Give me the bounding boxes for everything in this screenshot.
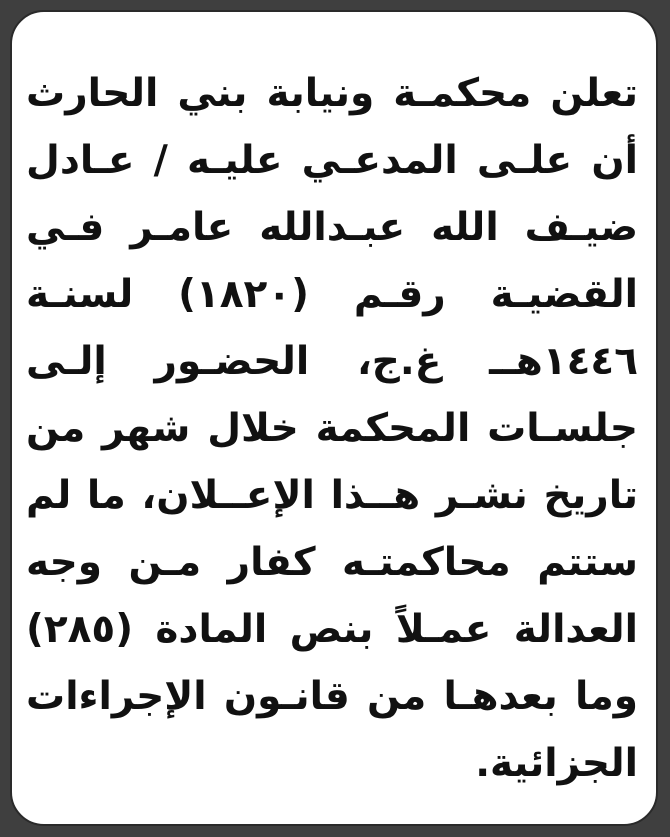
court-announcement-text (26, 60, 638, 797)
announcement-line-6: جلسـات المحكمة خلال شهر من (26, 406, 638, 451)
announcement-line-1: تعلن محكمـة ونيابة بني الحارث (26, 71, 638, 116)
announcement-line-11: الجزائية. (475, 741, 638, 786)
announcement-line-8: ستتم محاكمتـه كفار مـن وجه (26, 540, 638, 585)
announcement-line-3: ضيـف الله عبـدالله عامـر فـي (26, 205, 638, 250)
announcement-line-4: القضيـة رقـم (١٨٢٠) لسنـة (26, 272, 638, 317)
announcement-line-7: تاريخ نشـر هــذا الإعــلان، ما لم (26, 473, 638, 518)
announcement-line-9: العدالة عمـلاً بنص المادة (٢٨٥) (26, 607, 638, 652)
announcement-line-2: أن علـى المدعـي عليـه / عـادل (26, 138, 638, 183)
announcement-line-10: وما بعدهـا من قانـون الإجراءات (26, 674, 638, 719)
announcement-line-5: ١٤٤٦هــ غ.ج، الحضـور إلـى (26, 339, 638, 384)
